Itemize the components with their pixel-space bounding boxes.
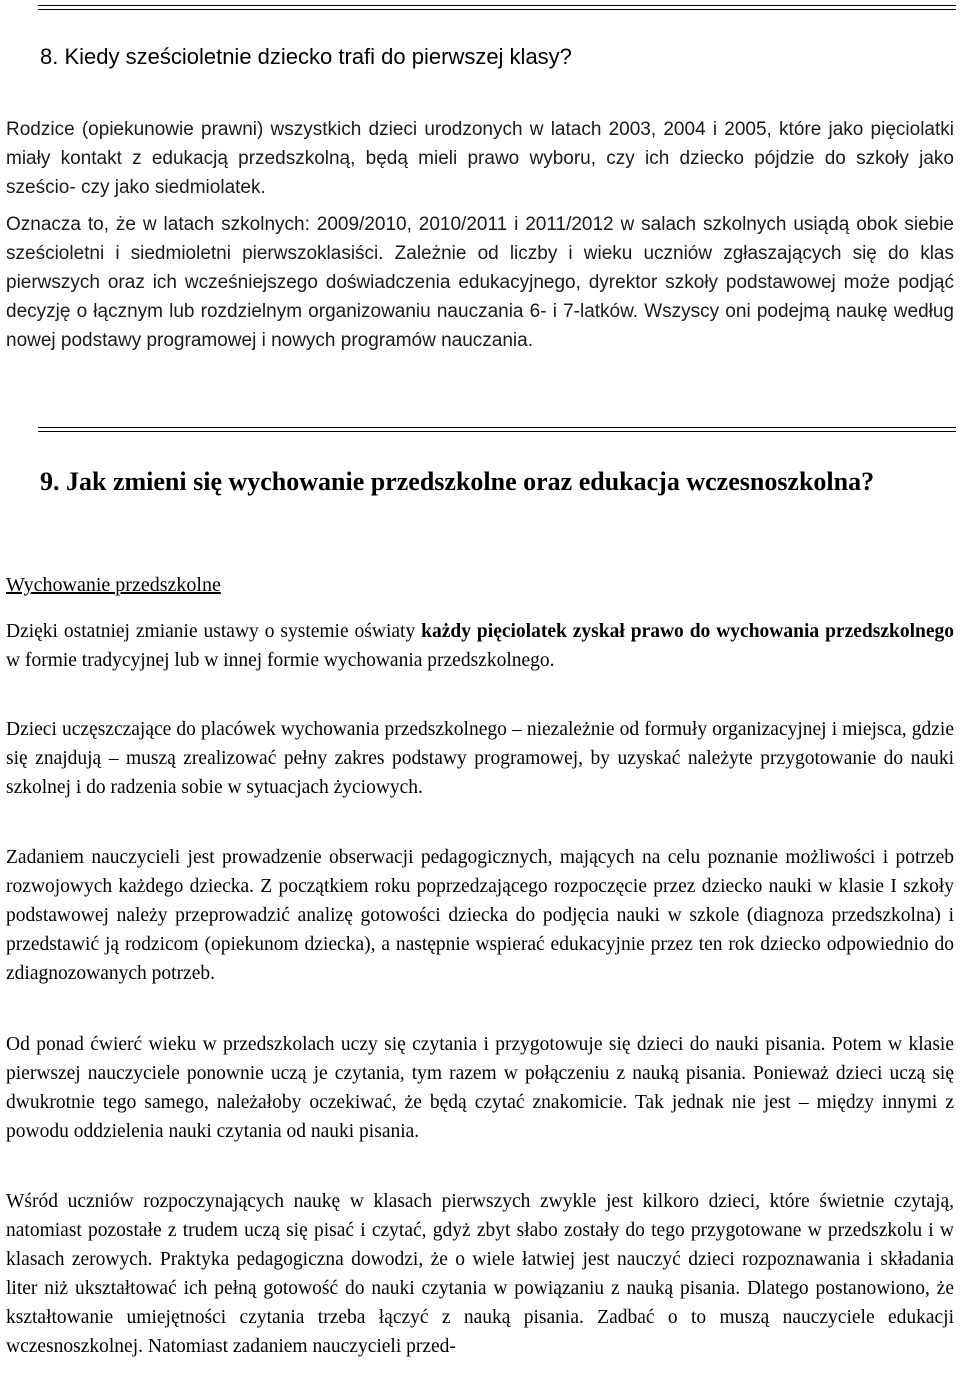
paragraph-1-lead: Dzięki ostatniej zmianie ustawy o systemie oświaty [6,621,422,642]
section-9-paragraph-4: Od ponad ćwierć wieku w przedszkolach uczy się czytania i przygotowuje się dzieci do nauki pisania. Potem w klasie pierwszej nauczyciele ponownie uczą je czytania, tym razem w połączeniu z nauką pisania. Ponieważ dzieci uczą się dwukrotnie tego samego, należałoby oczekiwać, że będą czytać znakomicie. Tak jednak nie jest – między innymi z powodu oddzielenia nauki czytania od nauki pisania. [6,1034,954,1142]
section-8-paragraph-2: Oznacza to, że w latach szkolnych: 2009/2010, 2010/2011 i 2011/2012 w salach szkolnych usiądą obok siebie sześcioletni i siedmioletni pierwszoklasiści. Zależnie od liczby i wieku uczniów zgłaszających się do klas pierwszych oraz ich wcześniejszego doświadczenia edukacyjnego, dyrektor szkoły podstawowej może podjąć decyzję o łącznym lub rozdzielnym organizowaniu nauczania 6- i 7-latków. Wszyscy oni podejmą naukę według nowej podstawy programowej i nowych programów nauczania. [6,214,954,351]
section-9-paragraph-3: Zadaniem nauczycieli jest prowadzenie obserwacji pedagogicznych, mających na celu poznanie możliwości i potrzeb rozwojowych każdego dziecka. Z początkiem roku poprzedzającego rozpoczęcie przez dziecko nauki w klasie I szkoły podstawowej należy przeprowadzić analizę gotowości dziecka do podjęcia nauki w szkole (diagnoza przedszkolna) i przedstawić ją rodzicom (opiekunom dziecka), a następnie wspierać edukacyjnie przez ten rok dziecko odpowiednio do zdiagnozowanych potrzeb. [6,847,954,984]
subheading-wychowanie-przedszkolne: Wychowanie przedszkolne [6,574,221,596]
paragraph-1-tail: w formie tradycyjnej lub w innej formie wychowania przedszkolnego. [6,650,555,671]
section-9-paragraph-1 [6,617,954,675]
section-9-title: 9. Jak zmieni się wychowanie przedszkolne oraz edukacja wczesnoszkolna? [40,467,875,496]
section-9-paragraph-2: Dzieci uczęszczające do placówek wychowania przedszkolnego – niezależnie od formuły organizacyjnej i miejsca, gdzie się znajdują – muszą zrealizować pełny zakres podstawy programowej, by uzyskać należyte przygotowanie do nauki szkolnej i do radzenia sobie w sytuacjach życiowych. [6,719,954,798]
section-8-paragraph-1: Rodzice (opiekunowie prawni) wszystkich dzieci urodzonych w latach 2003, 2004 i 2005, które jako pięciolatki miały kontakt z edukacją przedszkolną, będą mieli prawo wyboru, czy ich dziecko pójdzie do szkoły jako sześcio- czy jako siedmiolatek. [6,119,954,198]
section-9-paragraph-5: Wśród uczniów rozpoczynających naukę w klasach pierwszych zwykle jest kilkoro dzieci, które świetnie czytają, natomiast pozostałe z trudem uczą się pisać i czytać, gdyż zbyt słabo zostały do tego przygotowane w przedszkolu i w klasach zerowych. Praktyka pedagogiczna dowodzi, że o wiele łatwiej jest nauczyć dzieci rozpoznawania i składania liter niż ukształtować ich pełną gotowość do nauki czytania w powiązaniu z nauką pisania. Dlatego postanowiono, że kształtowanie umiejętności czytania trzeba łączyć z nauką pisania. Zadbać o to muszą nauczyciele edukacji wczesnoszkolnej. Natomiast zadaniem nauczycieli przed- [6,1191,954,1357]
section-8-title: 8. Kiedy sześcioletnie dziecko trafi do pierwszej klasy? [40,44,572,69]
paragraph-1-emphasis: każdy pięciolatek zyskał prawo do wychowania przedszkolnego [421,621,954,642]
top-divider [38,5,956,10]
section-divider [38,427,956,432]
